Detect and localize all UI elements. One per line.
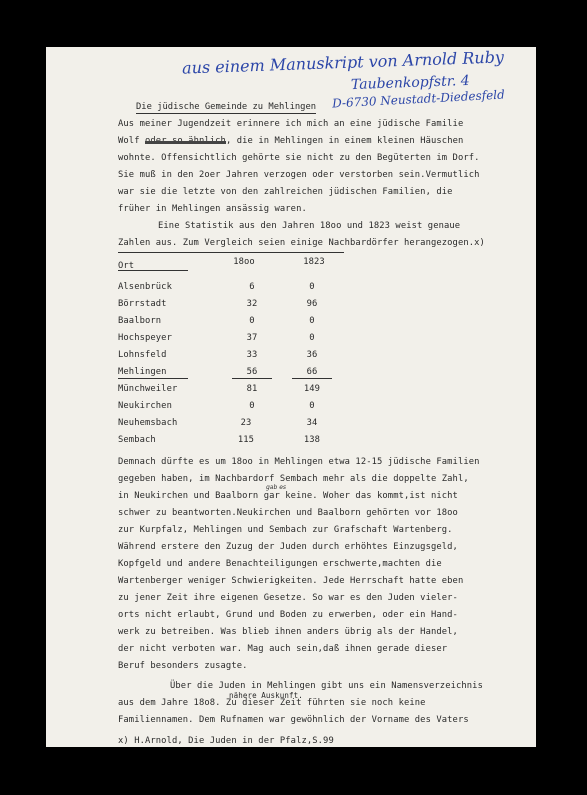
table-row-place: Lohnsfeld: [118, 350, 167, 360]
footnote: x) H.Arnold, Die Juden in der Pfalz,S.99: [118, 736, 334, 746]
table-header-1800: 18oo: [233, 257, 255, 267]
text-line: Kopfgeld und andere Benachteiligungen erschwerte,machten die: [118, 559, 442, 569]
text-line: Demnach dürfte es um 18oo in Mehlingen etwa 12-15 jüdische Familien: [118, 457, 480, 467]
table-row-1823: 66: [306, 367, 318, 377]
typed-insertion: nähere Auskunft.: [229, 691, 303, 700]
table-row-1823: 149: [303, 384, 321, 394]
table-row-place: Neukirchen: [118, 401, 172, 411]
table-row-1823: 34: [306, 418, 318, 428]
table-row-1823: 0: [309, 316, 315, 326]
text-line: der nicht verboten war. Mag auch sein,daß ihnen gerade dieser: [118, 644, 448, 654]
table-row-1800: 32: [246, 299, 258, 309]
mehlingen-underline: [292, 378, 332, 379]
table-row-place: Börrstadt: [118, 299, 167, 309]
text-line: Wartenberger weniger Schwierigkeiten. Jede Herrschaft hatte eben: [118, 576, 464, 586]
table-row-1800: 6: [249, 282, 255, 292]
handwritten-insertion: gab es: [266, 484, 287, 491]
text-line: gegeben haben, im Nachbardorf Sembach mehr als die doppelte Zahl,: [118, 474, 469, 484]
mehlingen-underline: [118, 378, 188, 379]
text-line: Sie muß in den 2oer Jahren verzogen oder verstorben sein.Vermutlich: [118, 170, 480, 180]
table-row-1800: 23: [240, 418, 252, 428]
table-row-1800: 115: [237, 435, 255, 445]
document-page: [46, 47, 536, 747]
table-row-1823: 0: [309, 333, 315, 343]
text-line: Familiennamen. Dem Rufnamen war gewöhnlich der Vorname des Vaters: [118, 715, 469, 725]
table-row-1800: 37: [246, 333, 258, 343]
table-row-place: Neuhemsbach: [118, 418, 178, 428]
text-line: schwer zu beantworten.Neukirchen und Baalborn gehörten vor 18oo: [118, 508, 458, 518]
table-row-1823: 0: [309, 401, 315, 411]
table-row-place: Mehlingen: [118, 367, 167, 377]
table-row-1823: 96: [306, 299, 318, 309]
table-row-1823: 138: [303, 435, 321, 445]
handwritten-city: D-6730 Neustadt-Diedesfeld: [331, 87, 506, 111]
text-line: wohnte. Offensichtlich gehörte sie nicht zu den Begüterten im Dorf.: [118, 153, 480, 163]
text-line: Über die Juden in Mehlingen gibt uns ein Namensverzeichnis: [170, 681, 483, 691]
handwritten-street: Taubenkopfstr. 4: [350, 72, 470, 94]
table-row-1800: 33: [246, 350, 258, 360]
table-row-place: Münchweiler: [118, 384, 178, 394]
text-line: zu jener Zeit ihre eigenen Gesetze. So war es den Juden vieler-: [118, 593, 458, 603]
table-header-underline: [118, 270, 188, 271]
text-line: in Neukirchen und Baalborn gar keine. Woher das kommt,ist nicht: [118, 491, 458, 501]
handwritten-source-note: aus einem Manuskript von Arnold Ruby: [181, 47, 505, 78]
table-header-rule: [118, 252, 344, 253]
text-line: Eine Statistik aus den Jahren 18oo und 1823 weist genaue: [158, 221, 461, 231]
table-row-place: Sembach: [118, 435, 156, 445]
text-line: orts nicht erlaubt, Grund und Boden zu erwerben, oder ein Hand-: [118, 610, 458, 620]
text-line: aus dem Jahre 18o8. Zu dieser Zeit führten sie noch keine: [118, 698, 426, 708]
table-row-1800: 0: [249, 401, 255, 411]
text-line: Wolf oder so ähnlich, die in Mehlingen in einem kleinen Häuschen: [118, 136, 464, 146]
text-line: zur Kurpfalz, Mehlingen und Sembach zur Grafschaft Wartenberg.: [118, 525, 453, 535]
mehlingen-underline: [232, 378, 272, 379]
document-title: Die jüdische Gemeinde zu Mehlingen: [136, 102, 317, 112]
struck-text: oder so ähnlich: [145, 136, 226, 146]
table-row-1800: 56: [246, 367, 258, 377]
table-row-1823: 0: [309, 282, 315, 292]
text-line: Beruf besonders zusagte.: [118, 661, 248, 671]
text-line: Zahlen aus. Zum Vergleich seien einige Nachbardörfer herangezogen.x): [118, 238, 485, 248]
table-row-1823: 36: [306, 350, 318, 360]
table-header-place: Ort: [118, 261, 135, 271]
table-row-1800: 0: [249, 316, 255, 326]
text-line: Aus meiner Jugendzeit erinnere ich mich an eine jüdische Familie: [118, 119, 464, 129]
table-header-1823: 1823: [303, 257, 325, 267]
text-line: Während erstere den Zuzug der Juden durch erhöhtes Einzugsgeld,: [118, 542, 458, 552]
text-line: früher in Mehlingen ansässig waren.: [118, 204, 307, 214]
text-line: war sie die letzte von den zahlreichen jüdischen Familien, die: [118, 187, 453, 197]
table-row-place: Baalborn: [118, 316, 162, 326]
text-line: werk zu betreiben. Was blieb ihnen anders übrig als der Handel,: [118, 627, 458, 637]
table-row-place: Hochspeyer: [118, 333, 172, 343]
table-row-1800: 81: [246, 384, 258, 394]
table-row-place: Alsenbrück: [118, 282, 172, 292]
